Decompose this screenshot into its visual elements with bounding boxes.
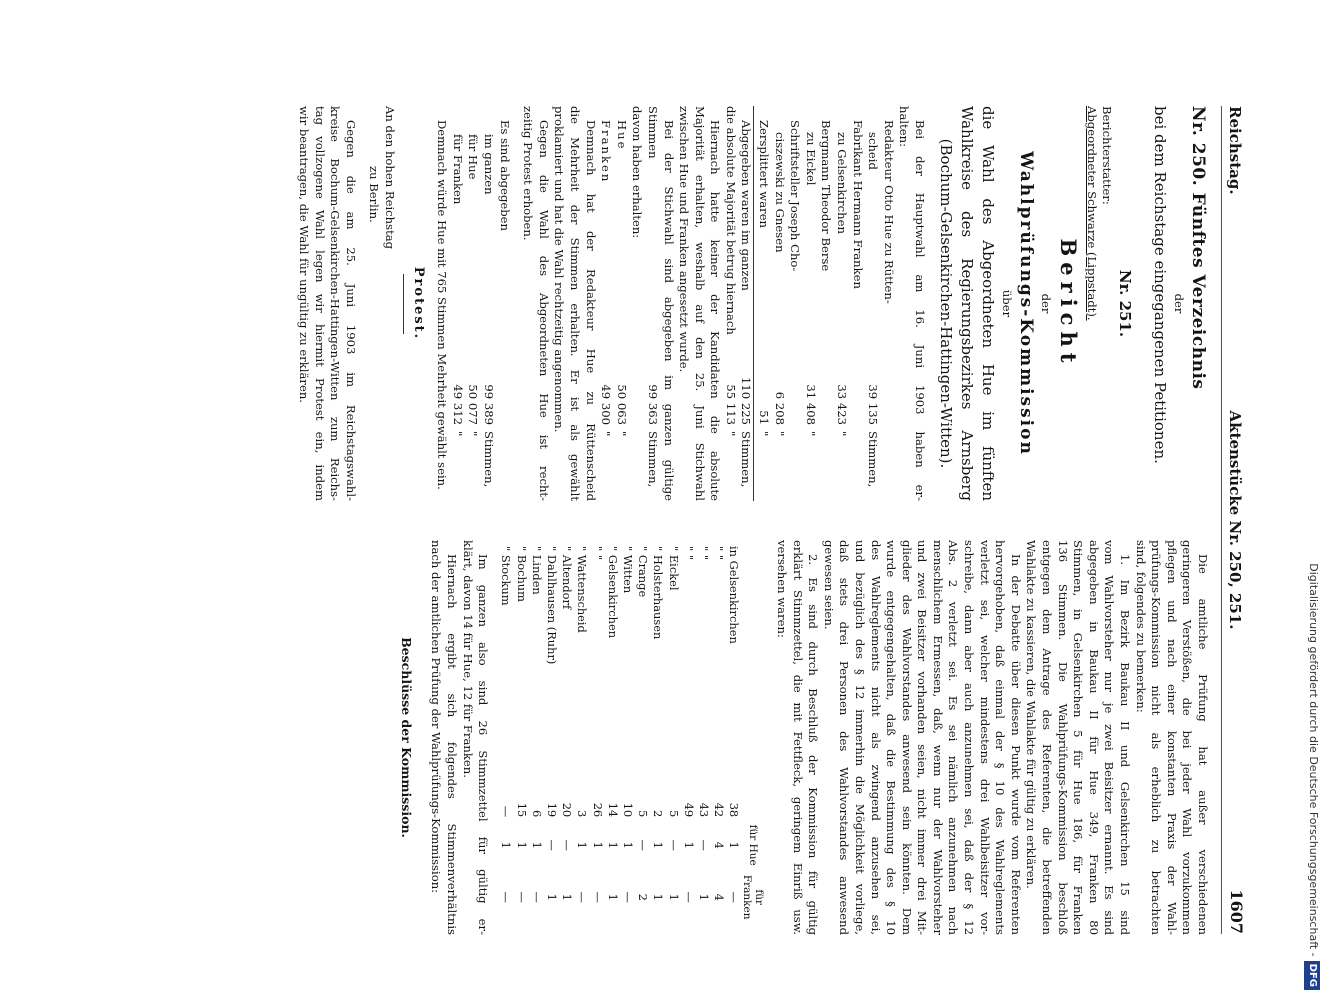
vote-value: 51 bbox=[757, 410, 772, 425]
bericht-der: der bbox=[1039, 293, 1054, 314]
cell-hue: 1 bbox=[575, 841, 590, 849]
page-number: 1607 bbox=[1227, 889, 1246, 934]
left-column bbox=[295, 106, 1210, 501]
paragraph-line: verletzt sei, welcher mindestens drei Wahlbeisitzer vor- bbox=[977, 540, 992, 935]
vote-label: Fabrikant Hermann Franken bbox=[850, 120, 865, 289]
count-unit: " bbox=[466, 431, 481, 437]
cell-place: " " bbox=[681, 546, 696, 561]
paragraph-line: hervorgehoben, daß einmal der § 10 des Wahlreglements bbox=[993, 540, 1008, 935]
hue-value: 50 063 bbox=[614, 384, 629, 425]
paragraph-line: und bezüglich des § 12 immerhin die Möglichkeit vorliege, bbox=[852, 540, 867, 935]
election-line-2: Wahlkreise des Regierungsbezirkes Arnsberg bbox=[958, 106, 977, 501]
cell-nr: 49 bbox=[681, 802, 696, 818]
header-center: Aktenstücke Nr. 250, 251. bbox=[1226, 410, 1244, 630]
paragraph-line: des Wahlreglements nicht als zwingend anzusehen sei, bbox=[868, 540, 883, 935]
protest-line: wir beantragen, die Wahl für ungültig zu erklären. bbox=[297, 106, 312, 403]
paragraph-line: In der Debatte über diesen Punkt wurde vom Referenten bbox=[1008, 554, 1023, 935]
paragraph-line: zeitig Protest erhoben. bbox=[521, 106, 536, 241]
election-line-3: (Bochum-Gelsenkirchen-Hattingen-Witten). bbox=[937, 138, 956, 469]
paragraph-line: Gegen die Wahl des Abgeordneten Hue ist recht- bbox=[536, 120, 551, 501]
paragraph-line: zwischen Hue und Franken angesetzt wurde. bbox=[677, 106, 692, 373]
table-row bbox=[605, 544, 620, 923]
address-line-2: zu Berlin. bbox=[367, 166, 382, 223]
election-line-1: die Wahl des Abgeordneten Hue im fünften bbox=[979, 106, 998, 501]
vote-value: 33 423 bbox=[835, 384, 850, 425]
count-label: für Hue bbox=[466, 134, 481, 180]
vote-value bbox=[818, 363, 834, 425]
stichwahl-line: davon haben erhalten: bbox=[630, 106, 645, 239]
vote-value: 39 135 bbox=[866, 384, 881, 425]
address-line-1: An den hohen Reichstag bbox=[383, 106, 398, 250]
vote-row bbox=[771, 106, 787, 501]
cell-place: " " bbox=[712, 546, 727, 561]
hue-label: Hue bbox=[614, 120, 629, 151]
protest-line: kreise Bochum-Gelsenkirchen-Hattingen-Witten zum Reichs- bbox=[328, 106, 343, 501]
paragraph-line: Die amtliche Prüfung hat außer verschiedenen bbox=[1196, 554, 1210, 935]
cell-place: " Witten bbox=[620, 546, 635, 594]
paragraph-line: Stimmen, in Gelsenkirchen 5 für Hue 186, für Franken bbox=[1071, 540, 1086, 935]
stichwahl-unit: Stimmen, bbox=[645, 431, 660, 488]
vote-unit: " bbox=[757, 431, 772, 437]
count-unit: " bbox=[450, 431, 465, 437]
count-value: 50 077 bbox=[466, 384, 481, 425]
vote-unit bbox=[787, 425, 803, 501]
cell-nr: 42 bbox=[712, 802, 727, 818]
cell-franken: — bbox=[514, 891, 529, 903]
cell-place: " Gelsenkirchen bbox=[605, 546, 620, 639]
vote-value: 31 408 bbox=[803, 384, 818, 425]
cell-place: " Dahlhausen (Ruhr) bbox=[544, 546, 559, 665]
cell-franken: — bbox=[499, 891, 514, 903]
vote-unit: " bbox=[803, 431, 818, 437]
majority-label: die absolute Majorität betrug hiernach bbox=[723, 106, 738, 335]
stichwahl-label: Stimmen bbox=[645, 106, 660, 159]
paragraph-line: klärt, davon 14 für Hue, 12 für Franken. bbox=[460, 540, 475, 778]
paragraph-line: prüfungs-Kommission nicht als erheblich zu betrachten bbox=[1149, 540, 1164, 935]
cell-franken: 2 bbox=[636, 893, 651, 901]
cell-hue: 4 bbox=[712, 841, 727, 849]
paragraph-line: Abs. 2 verletzt sei. Es sei nämlich anzunehmen nach bbox=[946, 540, 961, 935]
vote-row bbox=[833, 106, 849, 501]
cell-franken: 1 bbox=[544, 893, 559, 901]
table-row bbox=[513, 544, 528, 923]
paragraph-line: nach der amtlichen Prüfung der Wahlprüfungs-Kommission: bbox=[429, 540, 444, 894]
vote-label: ciszewski zu Gnesen bbox=[772, 132, 787, 253]
vote-value bbox=[880, 363, 896, 425]
cell-nr: 5 bbox=[636, 809, 651, 818]
total-value: 110 225 bbox=[739, 377, 754, 425]
paragraph-line: schreibe, dann aber auch anzunehmen sei, daß der § 12 bbox=[962, 540, 977, 935]
table-row bbox=[635, 544, 650, 923]
count-row bbox=[480, 106, 496, 501]
cell-nr: — bbox=[499, 805, 514, 818]
vote-row bbox=[880, 106, 896, 501]
table-row bbox=[681, 544, 696, 923]
cell-place: in Gelsenkirchen bbox=[727, 546, 742, 644]
cell-hue: — bbox=[666, 839, 681, 851]
paragraph-line: proklamiert und hat die Wahl rechtzeitig angenommen. bbox=[552, 106, 567, 433]
paragraph-line: Hiernach ergibt sich folgendes Stimmenverhältnis bbox=[444, 554, 459, 935]
commission-heading: Wahlprüfungs-Kommission bbox=[1015, 151, 1036, 456]
table-row bbox=[544, 544, 559, 923]
cell-hue: 1 bbox=[651, 841, 666, 849]
paragraph-line: Im ganzen also sind 26 Stimmzettel für gültig er- bbox=[476, 554, 491, 935]
stichwahl-row bbox=[644, 106, 660, 501]
ueber: über bbox=[999, 289, 1014, 318]
paragraph-line: erklärt Stimmzettel, die mit Fettfleck, geringem Einriß usw. bbox=[790, 540, 805, 935]
vote-label: zu Eickel bbox=[803, 132, 818, 186]
vote-row bbox=[818, 106, 834, 501]
cell-franken: — bbox=[575, 891, 590, 903]
paragraph-line: die Mehrheit der Stimmen erhalten. Er ist als gewählt bbox=[567, 106, 582, 501]
paragraph-line: pflegen und nach einer konstanten Praxis der Wahl- bbox=[1164, 540, 1179, 935]
hue-row: Hue 50 063 " bbox=[614, 120, 629, 437]
digitization-credit bbox=[1300, 10, 1324, 990]
cell-nr: 6 bbox=[529, 809, 544, 818]
cell-place: " Holsterhausen bbox=[651, 546, 666, 640]
cell-hue: 1 bbox=[620, 841, 635, 849]
franken-label: Franken bbox=[599, 120, 614, 184]
table-row bbox=[711, 544, 726, 923]
cell-franken: — bbox=[620, 891, 635, 903]
demnach-mehrheit: Demnach würde Hue mit 765 Stimmen Mehrheit gewählt sein. bbox=[435, 120, 450, 490]
cell-franken: — bbox=[727, 891, 742, 903]
cell-place: " " bbox=[590, 546, 605, 561]
paragraph-line: Majorität erhalten, weshalb auf den 25. Juni Stichwahl bbox=[692, 106, 707, 501]
vote-unit: Stimmen, bbox=[866, 431, 881, 488]
reporter-label: Berichterstatter: bbox=[1100, 106, 1115, 205]
table-row bbox=[620, 544, 635, 923]
total-unit: Stimmen, bbox=[739, 431, 754, 488]
cell-nr: 43 bbox=[696, 802, 711, 818]
total-label: Abgegeben waren im ganzen bbox=[739, 120, 754, 291]
cell-nr: 2 bbox=[651, 809, 666, 818]
vote-row bbox=[865, 106, 881, 501]
cell-hue: 1 bbox=[590, 841, 605, 849]
paragraph-line: Hiernach hatte keiner der Kandidaten die absolute bbox=[708, 120, 723, 501]
ballot-table bbox=[498, 544, 765, 923]
stichwahl-value: 99 363 bbox=[645, 384, 660, 425]
cell-nr: 38 bbox=[727, 802, 742, 818]
majority-row bbox=[722, 106, 738, 501]
dfg-logo: DFG bbox=[1304, 961, 1320, 990]
cell-franken: 1 bbox=[696, 893, 711, 901]
vote-label: zu Gelsenkirchen bbox=[835, 132, 850, 234]
count-row bbox=[449, 106, 465, 501]
header-left: Reichstag. bbox=[1226, 106, 1244, 195]
paragraph-line: geringeren Verstößen, die bei jeder Wahl vorzukommen bbox=[1180, 540, 1195, 935]
cell-hue: 1 bbox=[605, 841, 620, 849]
vote-value bbox=[849, 363, 865, 425]
cell-franken: 1 bbox=[605, 893, 620, 901]
vote-label: Bergmann Theodor Berse bbox=[819, 120, 834, 272]
paragraph-line: sind, folgendes zu bemerken: bbox=[1133, 540, 1148, 713]
cell-franken: 4 bbox=[712, 893, 727, 901]
vote-unit: " bbox=[835, 431, 850, 437]
table-row bbox=[589, 544, 604, 923]
nr250-subtitle: bei dem Reichstage eingegangenen Petitionen. bbox=[1151, 106, 1170, 464]
divider bbox=[403, 274, 404, 334]
table-row bbox=[696, 544, 711, 923]
cell-place: " " bbox=[696, 546, 711, 561]
paragraph-line: gewesen seien. bbox=[821, 540, 836, 630]
paragraph-line: glieder des Wahlvorstandes anwesend sein könnten. Dem bbox=[899, 540, 914, 935]
vote-value bbox=[787, 363, 803, 425]
protest-heading: Protest. bbox=[410, 266, 426, 341]
cell-franken: — bbox=[529, 891, 544, 903]
table-row bbox=[559, 544, 574, 923]
cell-hue: — bbox=[544, 839, 559, 851]
cell-place: " Crange bbox=[636, 546, 651, 598]
cell-place: " Bochum bbox=[514, 546, 529, 602]
table-row bbox=[529, 544, 544, 923]
nr250-der: der bbox=[1172, 293, 1186, 314]
cell-nr: 5 bbox=[666, 809, 681, 818]
paragraph-line: wurde entgegengehalten, daß die Bestimmung des § 10 bbox=[884, 540, 899, 935]
vote-label: Schriftsteller Joseph Cho- bbox=[788, 120, 803, 272]
table-row bbox=[726, 544, 741, 923]
vote-unit: " bbox=[772, 431, 787, 437]
paragraph-line: entgegen dem Antrage des Referenten, die betreffenden bbox=[1040, 540, 1055, 935]
vote-row bbox=[849, 106, 865, 501]
cell-place: " Wattenscheid bbox=[575, 546, 590, 633]
cell-nr: 26 bbox=[590, 802, 605, 818]
right-column bbox=[398, 540, 1210, 935]
paragraph-line: vom Wahlvorsteher nur je zwei Beisitzer ernannt. Es sind bbox=[1102, 540, 1117, 935]
intro-line-1: Bei der Hauptwahl am 16. Juni 1903 haben er- bbox=[913, 120, 928, 501]
paragraph-line: Wahlakte zu kassieren, die Wahlakte für gültig zu erklären. bbox=[1024, 540, 1039, 889]
cell-nr: 20 bbox=[560, 802, 575, 818]
vote-row bbox=[756, 106, 772, 501]
cell-franken: 1 bbox=[651, 893, 666, 901]
vote-label: Redakteur Otto Hue zu Rütten- bbox=[881, 120, 896, 304]
cell-hue: — bbox=[636, 839, 651, 851]
nr251-title: Nr. 251. bbox=[1116, 269, 1135, 338]
count-value: 49 312 bbox=[450, 384, 465, 425]
vote-value: 6 208 bbox=[772, 391, 787, 425]
count-label: für Franken bbox=[450, 134, 465, 205]
cell-hue: 1 bbox=[514, 841, 529, 849]
total-row bbox=[738, 106, 755, 501]
cell-hue: 1 bbox=[727, 841, 742, 849]
vote-unit bbox=[849, 425, 865, 501]
cell-place: " Eickel bbox=[666, 546, 681, 591]
intro-line-2: halten: bbox=[897, 106, 912, 147]
table-row bbox=[650, 544, 665, 923]
reporter-name: Abgeordneter Schwarze (Lippstadt). bbox=[1084, 106, 1099, 321]
paragraph-line: 136 Stimmen. Die Wahlprüfungs-Kommission beschloß bbox=[1055, 540, 1070, 935]
protest-line: tag vollzogene Wahl legen wir hiermit Protest ein, indem bbox=[312, 106, 327, 501]
franken-row: Franken 49 300 " bbox=[599, 120, 614, 437]
cell-place: " Stockum bbox=[499, 546, 514, 606]
col-header-franken: für Franken bbox=[741, 874, 766, 920]
cell-nr: 3 bbox=[575, 809, 590, 818]
cell-hue: — bbox=[560, 839, 575, 851]
count-unit: Stimmen, bbox=[482, 431, 496, 488]
vote-row bbox=[802, 106, 818, 501]
paragraph-line: 1. Im Bezirk Baukau II und Gelsenkirchen 15 sind bbox=[1118, 554, 1133, 935]
cell-place: " Linden bbox=[529, 546, 544, 595]
paragraph-line: menschlichem Ermessen, daß, wenn nur der Wahlvorsteher bbox=[930, 540, 945, 935]
vote-unit bbox=[880, 425, 896, 501]
paragraph-line: Demnach hat der Redakteur Hue zu Rüttenscheid bbox=[583, 120, 598, 501]
es-sind-line: Es sind abgegeben bbox=[497, 120, 512, 231]
table-row bbox=[574, 544, 589, 923]
cell-hue: — bbox=[696, 839, 711, 851]
scanned-page bbox=[72, 82, 1252, 962]
nr250-title: Nr. 250. Fünftes Verzeichnis bbox=[1188, 106, 1208, 390]
cell-hue: 1 bbox=[529, 841, 544, 849]
majority-value: 55 113 bbox=[723, 384, 738, 425]
cell-franken: 1 bbox=[666, 893, 681, 901]
stichwahl-line: Bei der Stichwahl sind abgegeben im ganzen gültige bbox=[661, 120, 676, 501]
credit-text: Digitalisierung gefördert durch die Deutsche Forschungsgemeinschaft - bbox=[1307, 563, 1320, 957]
paragraph-line: abgegeben in Baukau II für Hue 349, Franken 80 bbox=[1086, 540, 1101, 935]
table-row bbox=[665, 544, 680, 923]
cell-place: " Altendorf bbox=[560, 546, 575, 610]
cell-nr: 15 bbox=[514, 802, 529, 818]
count-row bbox=[465, 106, 481, 501]
cell-hue: 1 bbox=[499, 841, 514, 849]
vote-row bbox=[787, 106, 803, 501]
protest-line: Gegen die am 25. Juni 1903 im Reichstagswahl- bbox=[343, 120, 358, 501]
cell-franken: 1 bbox=[560, 893, 575, 901]
beschluss-heading: Beschlüsse der Kommission. bbox=[398, 637, 414, 838]
table-row bbox=[498, 544, 513, 923]
cell-hue: 1 bbox=[681, 841, 696, 849]
col-header-hue: für Hue bbox=[747, 824, 760, 866]
cell-franken: — bbox=[590, 891, 605, 903]
count-value: 99 389 bbox=[482, 384, 496, 425]
page-header bbox=[1221, 106, 1246, 934]
paragraph-line: 2. Es sind durch Beschluß der Kommission für gültig bbox=[806, 554, 821, 935]
bericht-heading: Bericht bbox=[1056, 238, 1082, 369]
paragraph-line: versehen waren: bbox=[774, 540, 789, 638]
cell-franken: — bbox=[681, 891, 696, 903]
count-label: im ganzen bbox=[482, 134, 496, 195]
vote-label: Zersplittert waren bbox=[757, 120, 772, 229]
cell-nr: 19 bbox=[544, 802, 559, 818]
vote-label: scheid bbox=[866, 132, 881, 170]
paragraph-line: und zwei Beisitzer vorhanden seien, nicht immer drei Mit- bbox=[915, 540, 930, 935]
franken-value: 49 300 bbox=[599, 384, 614, 425]
paragraph-line: daß stets drei Personen des Wahlvorstandes anwesend bbox=[837, 540, 852, 935]
vote-unit bbox=[818, 425, 834, 501]
majority-unit: " bbox=[723, 431, 738, 437]
cell-nr: 14 bbox=[605, 802, 620, 818]
cell-nr: 10 bbox=[620, 802, 635, 818]
